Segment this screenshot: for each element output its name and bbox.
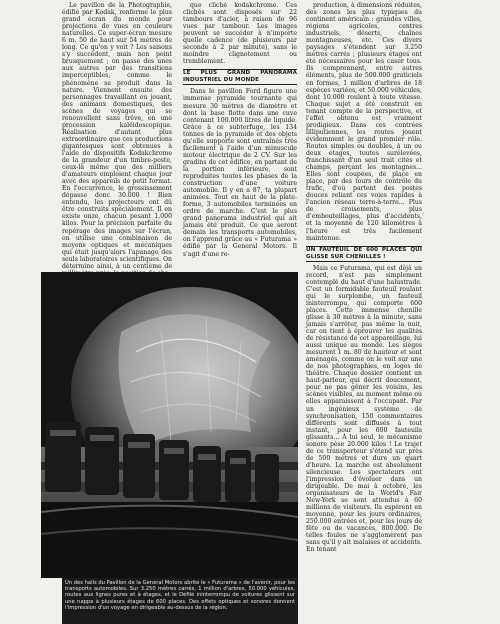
article-column-2 [183, 2, 297, 258]
futurama-illustration [41, 272, 298, 578]
section-heading-fauteuil: UN FAUTEUIL DE 600 PLACES QUI GLISSE SUR CHENILLES ! [306, 246, 422, 260]
fauteuil-text: Mais ce Futurama, qui est déjà un record, n'est pas simplement contemplé du haut d'une balustrade. C'est un formidable fauteuil roulant qui le surplombe, un fauteuil ininterrompu, qui comporte 600 places. Cette immense chenille glisse à 30 mètres à la minute, sans jamais s'arrêter, pas même la nuit, car on tient à éprouver les qualités de résistance de cet appareillage, lui aussi unique au monde. Les sièges mesurent 1 m. 80 de hauteur et sont aménagés, comme on le voit sur une de nos photographies, en loges de théâtre. Chaque dossier contient un haut-parleur, qui décrit doucement, pour ne pas gêner les voisins, les scènes visibles, au moment même où elles apparaissent à l'occupant. Par un ingénieux système de synchronisation, 150 commentaires différents sont diffusés à tout instant, pour les 600 fauteuils glissants... À lui seul, le mécanisme sonore pèse 20.000 kilos ! Le trajet de ce transporteur s'étend sur près de 500 mètres et dure un quart d'heure. La marche est absolument silencieuse. Les spectateurs ont l'impression d'évoluer dans un dirigeable. De mai à octobre, les organisateurs de la World's Fair New-York se sont attendus à 60 millions de visiteurs. Ils espèrent en moyenne, pour les jours ordinaires, 250.000 entrées et, pour les jours de fête ou de vacances, 800.000. De telles foules ne s'agglomèrent pas sans qu'il y ait malaises et accidents. En tenant [306, 264, 422, 554]
article-column-3 [306, 2, 422, 554]
article-column-1 [62, 2, 172, 277]
column-2-text: que cliché kodakchrome. Ces clichés sont disposés sur 22 tambours d'acier, à raison de 96 vues par tambour. Les images peuvent se succéder à n'importe quelle cadence (de plusieurs par seconde à 2 par minute), sans le moindre clignotement ou tremblement. [183, 2, 297, 66]
column-3-text: production, à dimensions réduites, des zones les plus typiques du continent américain : grandes villes, régions agricoles, centres industriels, déserts, chaînes montagneuses, etc. Ces divers paysages s'étendent sur 3.250 mètres carrés ; plusieurs étages ont été nécessaires pour les caser tous. Ils comprennent, entre autres éléments, plus de 500.000 graticiels en formes, 1 million d'arbres de 18 espèces variées, et 50.000 véhicules, dont 10.000 roulent à toute vitesse. Chaque sujet a été construit en tenant compte de la perspective, et l'effet obtenu est vraiment prodigieux. Dans ces contrées lilliputiennes, les routes jouent évidemment le grand premier rôle. Routes simples ou doubles, à un ou deux étages, toutes surélevées, franchissant d'un seul trait cités et champs, perçant les montagnes... Elles sont coupées, de place en place, par des tours de contrôle du trafic, d'où partent des postes douces reliant ces voies rapides à l'ancien réseau terre-à-terre... Plus de croisements, plus d'embouteillages, plus d'accidents, et la moyenne de 120 kilomètres à l'heure est très facilement maintenue. [306, 2, 422, 242]
photo-caption: Un des halls du Pavillon de la General Motors abrite le « Futurama » de l'avenir, pour les transports automobiles. Sur 3.250 mètres carrés, 1 million d'arbres, 50.000 véhicules, routes aux lignes pures et à étages, et le Défilé ininterrompu de voitures glissent sur une nappe à plusieurs étages de 600 places. Des effets optiques et sonores donnent l'impression d'un voyage en dirigeable au-dessus de la région. [62, 578, 298, 624]
panorama-text: Dans le pavillon Ford figure une immense pyramide tournante qui mesure 30 mètres de diamètre et dont la base flotte dans une cuve contenant 100.000 litres de liquide. Grâce à ce subterfuge, les 134 tonnes de la pyramide et des objets qu'elle supporte sont entraînés très facilement à l'aide d'un minuscule moteur électrique de 2 CV. Sur les gradins de cet édifice, en partant de la portion inférieure, sont reproduites toutes les phases de la construction d'une voiture automobile. Il y en a 87, ta plupart animées. Tout en haut de la plate-forme, 3 automobiles terminées en ordre de marche. C'est le plus grand panorama industriel qui ait jamais été produit. Ce que seront demain les transports automobiles, on l'apprend grâce au « Futurama » édifié par la General Motors. Il s'agit d'une re- [183, 88, 297, 258]
section-heading-panorama: LE PLUS GRAND PANORAMA INDUSTRIEL DU MONDE [183, 70, 297, 84]
futurama-photo [41, 272, 298, 578]
column-1-text: Le pavillon de la Photographie, édifié par Kodak, renferme le plus grand écran du monde pour projections de vues en couleurs naturelles. Ce super-écran mesure 6 m. 50 de haut sur 54 mètres de long. Ce qu'on y voit ? Les saisons s'y succèdent, mais non point brusquement ; on passe des unes aux autres par des transitions imperceptibles, comme le phénomène se produit dans la nature. Viennent ensuite des personnages travaillant ou jouant, des animaux domestiques, des scènes de voyages qui se renouvellent sans trêve, en une procession kaléidoscopique. Réalisation d'autant plus extraordinaire que ces productions gigantesques sont obtenues à l'aide de dispositifs Kodakchrome de la grandeur d'un timbre-poste, ceux-là même que des milliers d'amateurs emploient chaque jour avec des appareils de petit format. En l'occurrence, le grossissement dépasse donc 30.000 ! Bien entendu, les projecteurs ont dû être construits spécialement. Il en existe onze, chacun pesant 1.000 kilos. Pour la précision parfaite du repérage des images sur l'écran, on utilise une combinaison de moyens optiques et mécaniques qui était jusqu'alors l'apanage des seuls laboratoires scientifiques. On détermine ainsi, à un centième de [62, 2, 172, 270]
